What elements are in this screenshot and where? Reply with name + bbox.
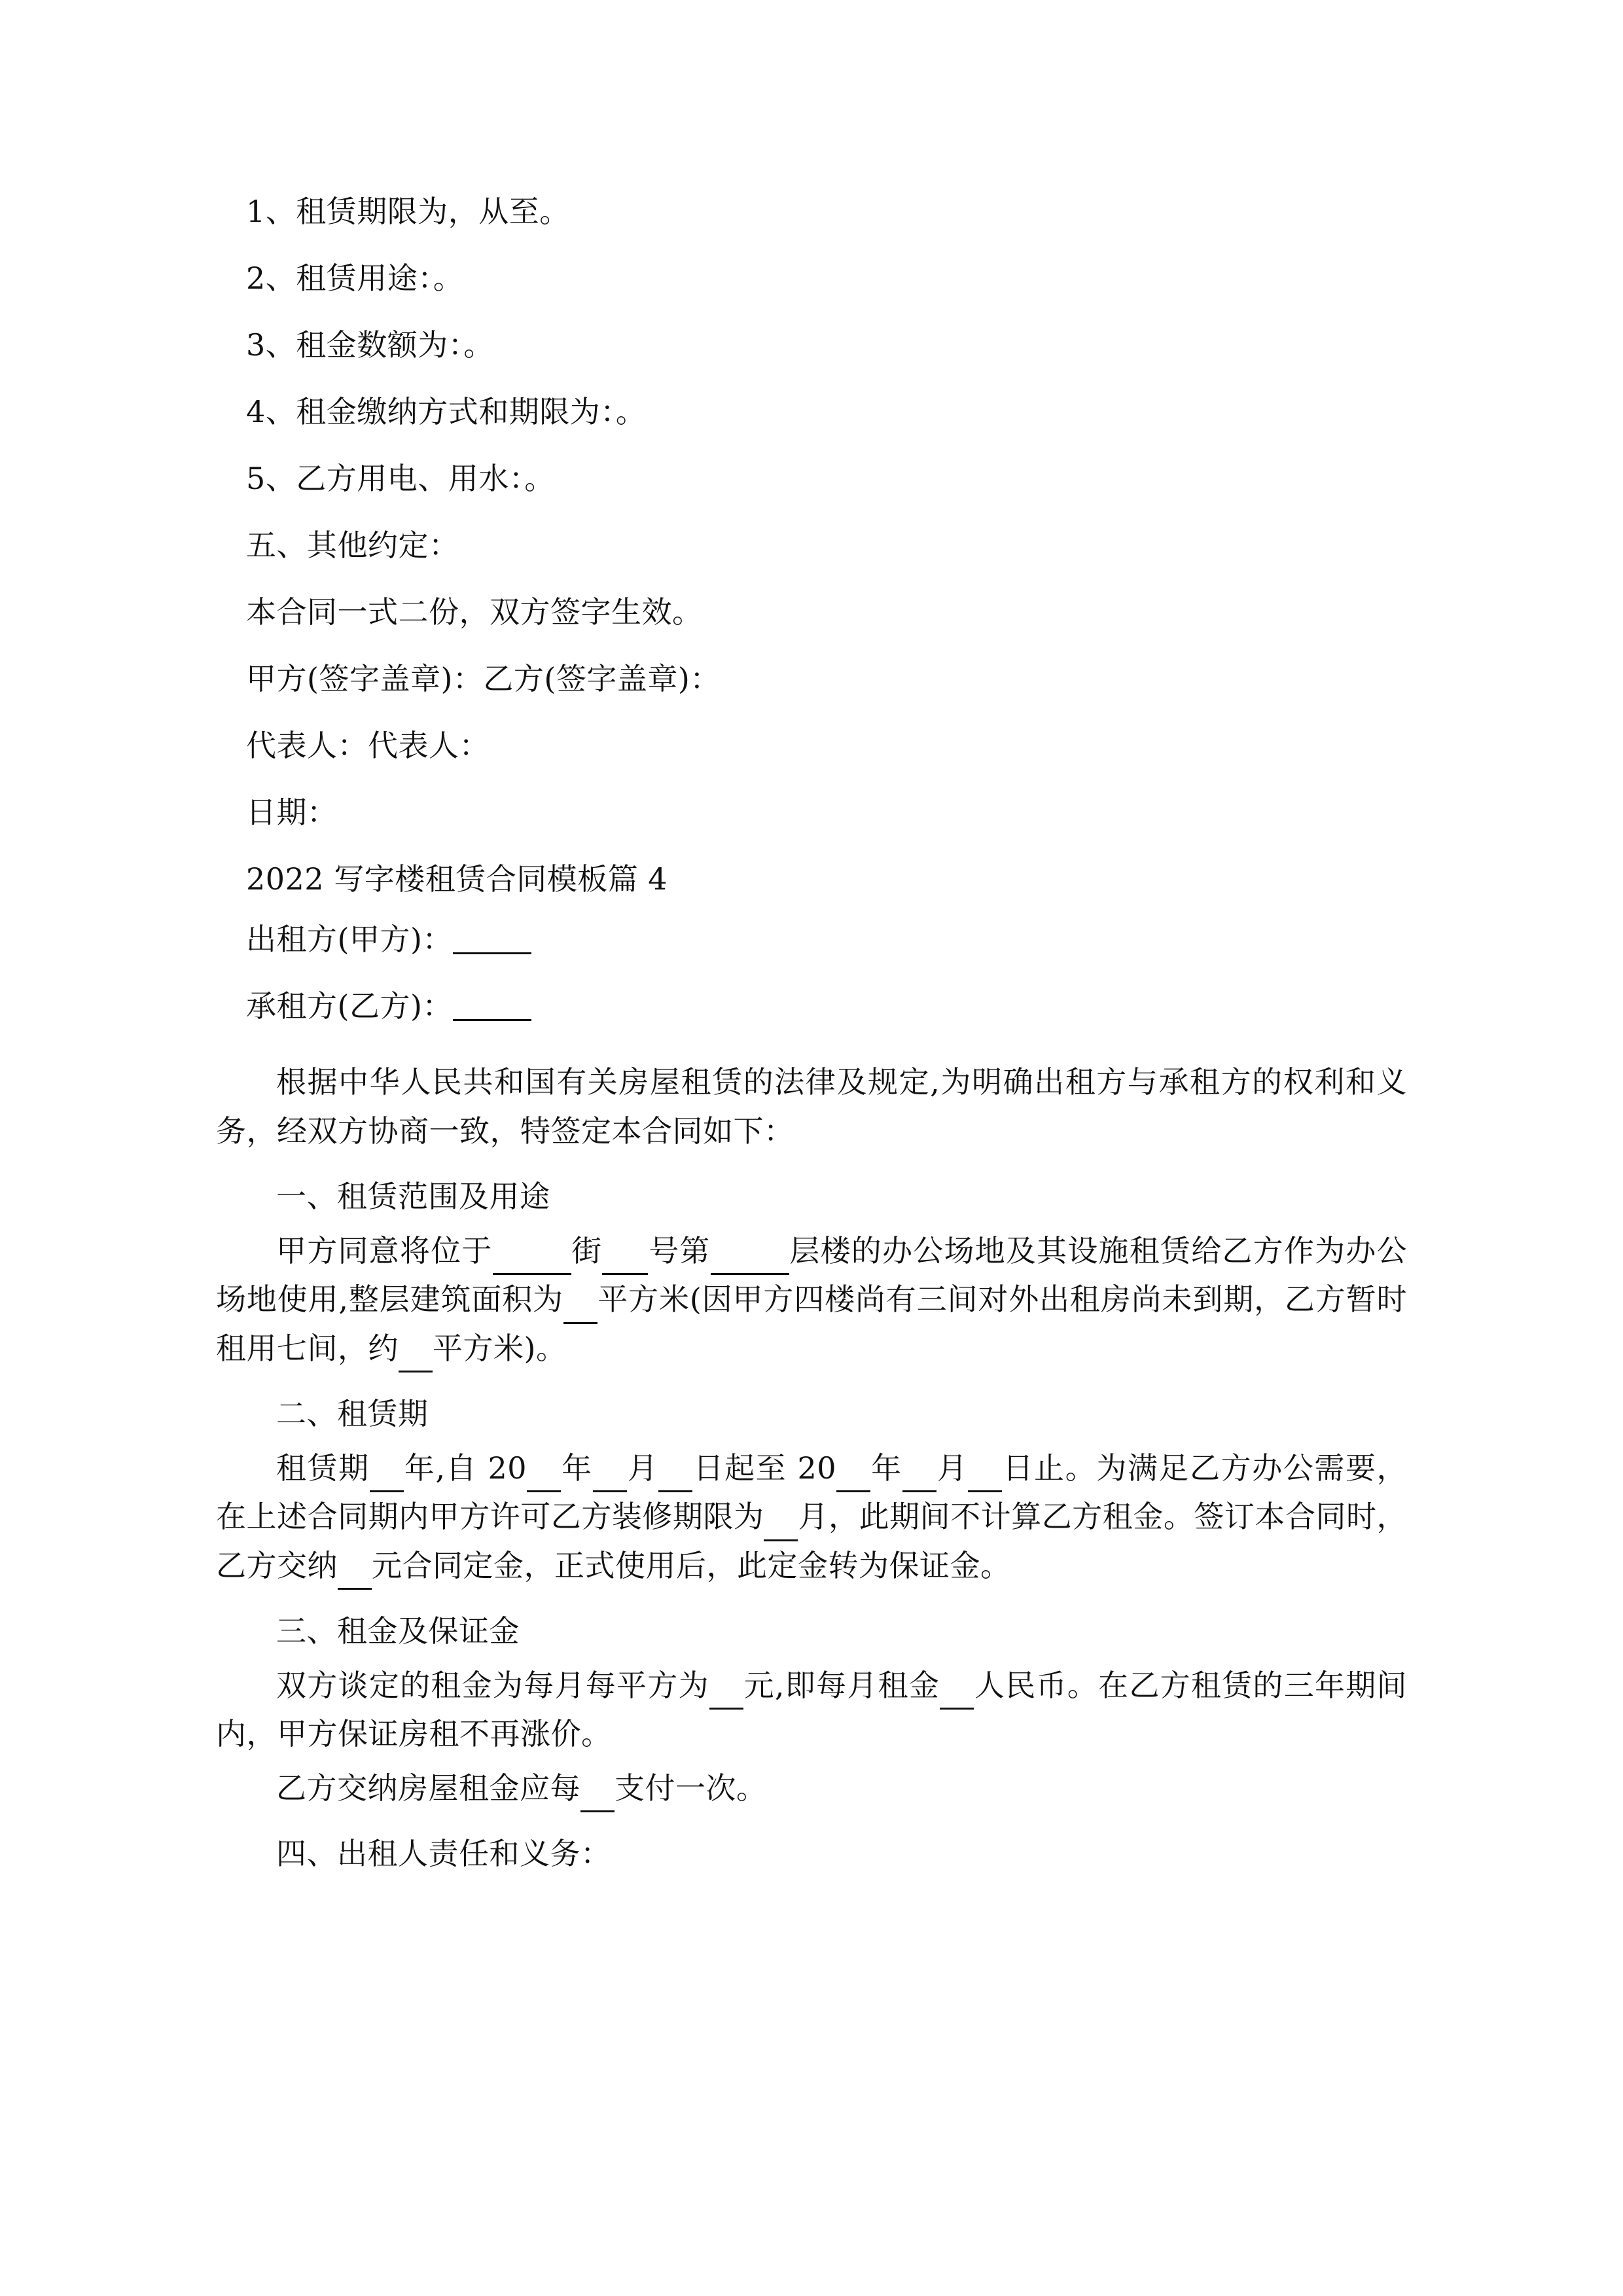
lessee-blank xyxy=(453,993,531,1021)
text-fragment: 租赁期 xyxy=(276,1450,370,1486)
text-fragment: 月，此期间不计算乙方租金。签订本合同时，乙方交纳 xyxy=(216,1499,1408,1583)
preamble-paragraph: 根据中华人民共和国有关房屋租赁的法律及规定,为明确出租方与承租方的权利和义务，经双方协商一致，特签定本合同如下： xyxy=(216,1064,1407,1149)
section-2-paragraph-1 xyxy=(216,1444,1407,1590)
text-fragment: 甲方同意将位于 xyxy=(276,1232,493,1268)
start-year-blank xyxy=(527,1464,561,1492)
section-heading-3: 三、租金及保证金 xyxy=(276,1613,520,1649)
end-year-blank xyxy=(836,1464,870,1492)
street-blank xyxy=(493,1247,571,1275)
text-fragment: 月 xyxy=(936,1450,969,1486)
date-line: 日期： xyxy=(246,795,338,830)
monthly-rent-blank xyxy=(940,1681,974,1710)
section-1-paragraph-1 xyxy=(216,1227,1407,1373)
payment-period-blank xyxy=(580,1784,615,1812)
text-fragment: 元,即每月租金 xyxy=(743,1667,940,1703)
text-fragment: 街 xyxy=(571,1232,603,1268)
start-month-blank xyxy=(593,1464,627,1492)
text-fragment: 元合同定金，正式使用后，此定金转为保证金。 xyxy=(372,1547,1011,1583)
text-fragment: 平方米)。 xyxy=(433,1330,567,1366)
end-month-blank xyxy=(902,1464,936,1492)
section-3-paragraph-2 xyxy=(216,1764,1407,1813)
text-fragment: 年,自 20 xyxy=(403,1450,527,1486)
rent-per-sqm-blank xyxy=(709,1681,743,1710)
number-blank xyxy=(602,1247,648,1275)
term-item-3: 3、租金数额为：。 xyxy=(246,327,494,363)
lessor-blank xyxy=(453,926,531,954)
lease-years-blank xyxy=(370,1464,404,1492)
term-item-4: 4、租金缴纳方式和期限为：。 xyxy=(246,394,647,429)
template-title: 2022 写字楼租赁合同模板篇 4 xyxy=(246,861,668,897)
text-fragment: 双方谈定的租金为每月每平方为 xyxy=(276,1667,709,1703)
text-fragment: 乙方交纳房屋租金应每 xyxy=(276,1770,580,1806)
start-day-blank xyxy=(658,1464,692,1492)
term-item-2: 2、租赁用途：。 xyxy=(246,260,464,296)
lessee-line xyxy=(216,988,1407,1024)
signature-line: 甲方(签字盖章)：乙方(签字盖章)： xyxy=(246,661,721,696)
lessee-label: 承租方(乙方)： xyxy=(246,988,453,1024)
lessor-line xyxy=(216,922,1407,957)
section-heading-4: 四、出租人责任和义务： xyxy=(276,1836,611,1872)
text-fragment: 平方米(因甲方四楼尚有三间对外出租房尚未到期，乙方暂时租用七间，约 xyxy=(216,1282,1407,1366)
lessor-label: 出租方(甲方)： xyxy=(246,922,453,957)
deposit-amount-blank xyxy=(338,1562,372,1590)
text-fragment: 号第 xyxy=(648,1232,711,1268)
text-fragment: 日止。为满足乙方办公需要，在上述合同期内甲方许可乙方装修期限为 xyxy=(216,1450,1408,1535)
end-day-blank xyxy=(968,1464,1002,1492)
term-item-1: 1、租赁期限为，从至。 xyxy=(246,194,570,229)
contract-copies-line: 本合同一式二份，双方签字生效。 xyxy=(246,594,703,630)
text-fragment: 年 xyxy=(561,1450,593,1486)
area-blank xyxy=(563,1296,597,1324)
area-blank-2 xyxy=(399,1344,433,1372)
text-fragment: 月 xyxy=(626,1450,659,1486)
section-five-title: 五、其他约定： xyxy=(246,528,459,563)
section-3-paragraph-1 xyxy=(216,1661,1407,1759)
text-fragment: 年 xyxy=(870,1450,902,1486)
section-heading-2: 二、租赁期 xyxy=(276,1396,429,1432)
text-fragment: 人民币。在乙方租赁的三年期间内，甲方保证房租不再涨价。 xyxy=(216,1667,1408,1752)
term-item-5: 5、乙方用电、用水：。 xyxy=(246,461,555,496)
document-body xyxy=(216,196,1407,1878)
representative-line: 代表人：代表人： xyxy=(246,728,490,763)
section-heading-1: 一、租赁范围及用途 xyxy=(276,1179,550,1215)
text-fragment: 层楼的办公场地及其设施租赁给乙方作为办公场地使用,整层建筑面积为 xyxy=(216,1232,1407,1318)
text-fragment: 支付一次。 xyxy=(615,1770,767,1806)
floor-blank xyxy=(711,1247,789,1275)
text-fragment: 日起至 20 xyxy=(692,1450,836,1486)
decoration-months-blank xyxy=(764,1513,798,1541)
